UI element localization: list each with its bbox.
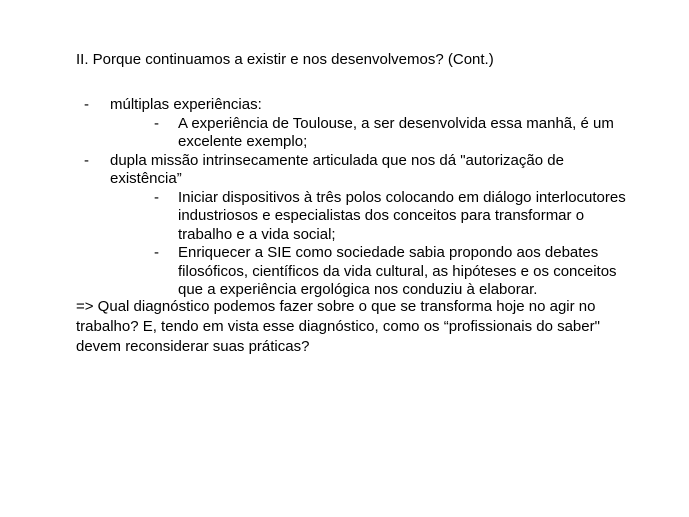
bullet-text: dupla missão intrinsecamente articulada que nos dá "autorização de existência” <box>110 151 564 187</box>
sub-bullet-text: A experiência de Toulouse, a ser desenvolvida essa manhã, é um excelente exemplo; <box>178 114 614 150</box>
sub-bullet-toulouse <box>0 115 633 152</box>
bullet-dash: - <box>84 96 89 113</box>
sub-bullet-iniciar <box>0 189 633 245</box>
bullet-dash: - <box>84 151 89 169</box>
sub-bullet-text: Iniciar dispositivos à três polos colocando em diálogo interlocutores industriosos e especialistas dos conceitos para transformar o trabalho e a vida social; <box>178 188 626 243</box>
sub-bullet-dash: - <box>154 244 159 261</box>
bullet-item-multiplas <box>0 96 630 115</box>
sub-bullet-text: Enriquecer a SIE como sociedade sabia propondo aos debates filosóficos, científicos da vida cultural, as hipóteses e os conceitos que a experiência ergológica nos conduziu à elaborar. <box>178 244 617 298</box>
sub-bullet-dash: - <box>154 114 159 132</box>
bullet-item-dupla-missao <box>0 152 630 189</box>
conclusion-question: => Qual diagnóstico podemos fazer sobre o que se transforma hoje no agir no trabalho? E, tendo em vista esse diagnóstico, como os “profissionais do saber" devem reconsiderar suas práticas? <box>76 298 600 355</box>
slide-title: II. Porque continuamos a existir e nos desenvolvemos? (Cont.) <box>76 51 494 68</box>
sub-bullet-enriquecer <box>0 244 633 300</box>
bullet-text: múltiplas experiências: <box>110 96 262 113</box>
bullet-list <box>0 96 689 300</box>
sub-bullet-dash: - <box>154 188 159 206</box>
